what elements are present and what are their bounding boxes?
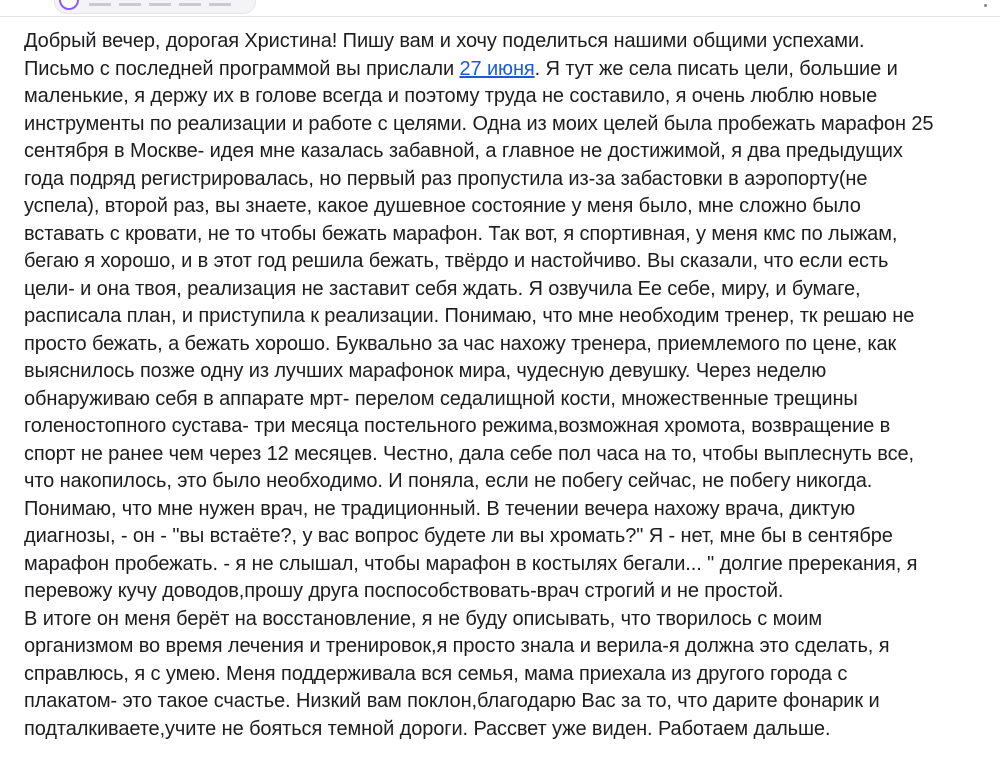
letter-line: выяснилось позже одну из лучших марафонок мира, чудесную девушку. Через неделю (24, 360, 827, 382)
letter-line: инструменты по реализации и работе с целями. Одна из моих целей была пробежать марафон 25 (24, 112, 934, 135)
letter-line: маленькие, я держу их в голове всегда и поэтому труда не составило, я очень люблю новые (24, 85, 878, 107)
letter-line: вставать с кровати, не то чтобы бежать марафон. Так вот, я спортивная, у меня кмс по лыжам, (24, 222, 898, 245)
letter-line: обнаруживаю себя в аппарате мрт- перелом седалищной кости, множественные трещины (24, 387, 858, 410)
date-link[interactable]: 27 июня (459, 57, 535, 80)
letter-line: В итоге он меня берёт на восстановление, я не буду описывать, что творилось с моим (24, 607, 823, 630)
sender-chip[interactable] (54, 0, 256, 14)
letter-line (24, 56, 992, 84)
sender-name-cropped (89, 3, 239, 6)
letter-line: спорт не ранее чем через 12 месяцев. Честно, дала себе пол часа на то, чтобы выплеснуть все, (24, 442, 914, 465)
letter-line: перевожу кучу доводов,прошу друга поспособствовать-врач строгий и не простой. (24, 580, 784, 602)
letter-line: бегаю я хорошо, и в этот год решила бежать, твёрдо и настойчиво. Вы сказали, что если есть (24, 250, 889, 272)
letter-line: диагнозы, - он - "вы встаёте?, у вас вопрос будете ли вы хромать?" Я - нет, мне бы в сентябре (24, 525, 893, 547)
letter-text: . Я тут же села писать цели, большие и (534, 57, 898, 80)
letter-line: цели- и она твоя, реализация не заставит себя ждать. Я озвучила Ее себе, миру, и бумаге, (24, 277, 861, 300)
letter-line: справлюсь, я с умею. Меня поддерживала вся семья, мама приехала из другого города с (24, 662, 848, 685)
letter-line: просто бежать, а бежать хорошо. Буквально за час нахожу тренера, приемлемого по цене, как (24, 332, 897, 355)
letter-line: подталкиваете,учите не бояться темной дороги. Рассвет уже виден. Работаем дальше. (24, 717, 831, 740)
message-header-strip (0, 0, 1000, 17)
letter-line: Понимаю, что мне нужен врач, не традиционный. В течении вечера нахожу врача, диктую (24, 497, 855, 520)
more-options-icon[interactable] (984, 4, 987, 7)
letter-line: что накопилось, это было необходимо. И поняла, если не побегу сейчас, не побегу никогда. (24, 470, 873, 492)
letter-line: расписала план, и приступила к реализации. Понимаю, что мне необходим тренер, тк решаю не (24, 305, 915, 327)
letter-line: голеностопного сустава- три месяца постельного режима,возможная хромота, возвращение в (24, 415, 891, 437)
letter-line: успела), второй раз, вы знаете, какое душевное состояние у меня было, мне сложно было (24, 195, 861, 217)
letter-body (24, 28, 992, 743)
letter-line: марафон пробежать. - я не слышал, чтобы марафон в костылях бегали... " долгие пререкания, я (24, 552, 918, 575)
letter-line: плакатом- это такое счастье. Низкий вам поклон,благодарю Вас за то, что дарите фонарик и (24, 690, 880, 712)
letter-line: года подряд регистрировалась, но первый раз пропустила из-за забастовки в аэропорту(не (24, 167, 868, 190)
letter-line: Добрый вечер, дорогая Христина! Пишу вам и хочу поделиться нашими общими успехами. (24, 30, 865, 52)
letter-text: Письмо с последней программой вы прислали (24, 57, 460, 80)
sender-avatar (59, 0, 79, 10)
letter-line: организмом во время лечения и тренировок,я просто знала и верила-я должна это сделать, я (24, 635, 890, 657)
letter-line: сентября в Москве- идея мне казалась забавной, а главное не достижимой, я два предыдущих (24, 140, 903, 162)
